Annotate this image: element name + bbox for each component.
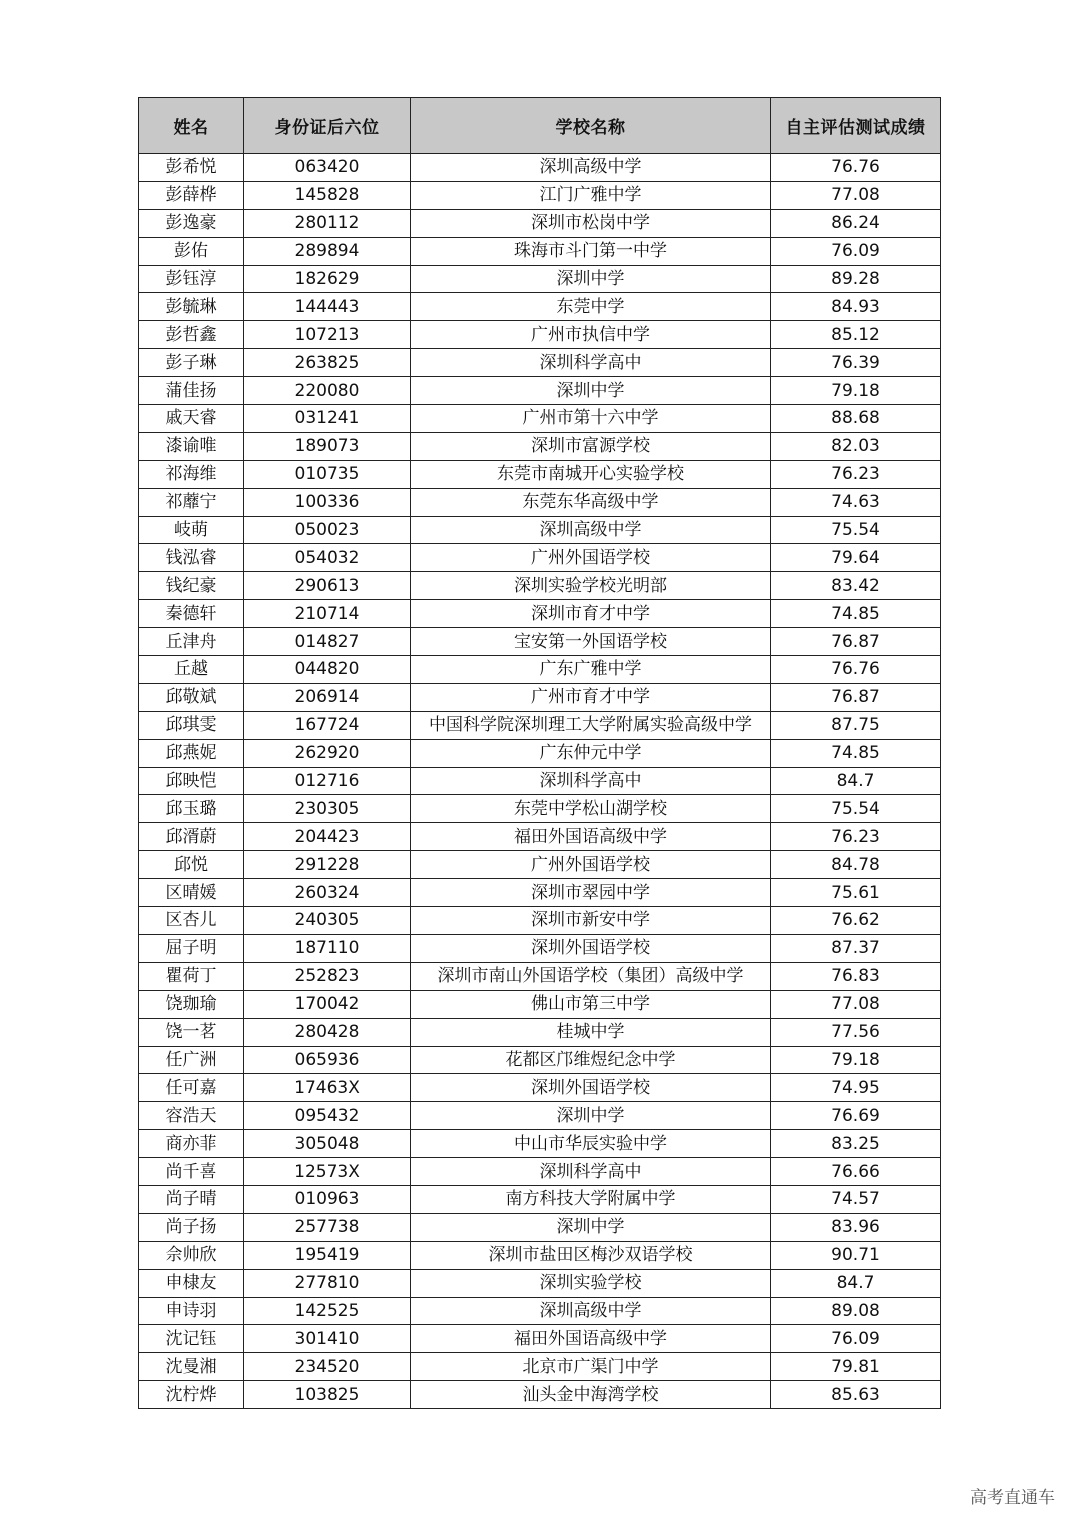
cell-score: 74.95 <box>771 1074 941 1102</box>
cell-score: 89.08 <box>771 1297 941 1325</box>
cell-name: 沈曼湘 <box>139 1353 244 1381</box>
table-row <box>139 767 941 795</box>
cell-school: 深圳市盐田区梅沙双语学校 <box>411 1241 771 1269</box>
cell-id-last-six: 252823 <box>244 962 411 990</box>
cell-school: 深圳科学高中 <box>411 349 771 377</box>
cell-school: 深圳市富源学校 <box>411 432 771 460</box>
cell-id-last-six: 044820 <box>244 656 411 684</box>
cell-school: 广州外国语学校 <box>411 544 771 572</box>
cell-school: 广东仲元中学 <box>411 739 771 767</box>
table-row <box>139 237 941 265</box>
cell-name: 钱泓睿 <box>139 544 244 572</box>
cell-name: 邱悦 <box>139 851 244 879</box>
cell-id-last-six: 167724 <box>244 711 411 739</box>
table-row <box>139 851 941 879</box>
cell-id-last-six: 145828 <box>244 181 411 209</box>
header-school: 学校名称 <box>411 98 771 154</box>
cell-name: 尚千喜 <box>139 1158 244 1186</box>
cell-score: 84.78 <box>771 851 941 879</box>
cell-id-last-six: 257738 <box>244 1213 411 1241</box>
cell-score: 77.08 <box>771 181 941 209</box>
cell-score: 84.7 <box>771 1269 941 1297</box>
table-row <box>139 879 941 907</box>
table-row <box>139 1213 941 1241</box>
cell-id-last-six: 301410 <box>244 1325 411 1353</box>
cell-id-last-six: 063420 <box>244 154 411 182</box>
cell-id-last-six: 182629 <box>244 265 411 293</box>
cell-name: 尚子晴 <box>139 1185 244 1213</box>
cell-school: 深圳科学高中 <box>411 1158 771 1186</box>
table-row <box>139 823 941 851</box>
table-row <box>139 1241 941 1269</box>
table-row <box>139 711 941 739</box>
cell-school: 北京市广渠门中学 <box>411 1353 771 1381</box>
cell-id-last-six: 195419 <box>244 1241 411 1269</box>
cell-id-last-six: 277810 <box>244 1269 411 1297</box>
cell-name: 祁蘼宁 <box>139 488 244 516</box>
cell-name: 彭佑 <box>139 237 244 265</box>
cell-score: 76.87 <box>771 683 941 711</box>
cell-school: 中国科学院深圳理工大学附属实验高级中学 <box>411 711 771 739</box>
cell-score: 79.81 <box>771 1353 941 1381</box>
cell-school: 深圳中学 <box>411 1102 771 1130</box>
cell-score: 84.93 <box>771 293 941 321</box>
cell-school: 深圳市松岗中学 <box>411 209 771 237</box>
cell-school: 福田外国语高级中学 <box>411 1325 771 1353</box>
header-id-last-six: 身份证后六位 <box>244 98 411 154</box>
cell-score: 83.42 <box>771 572 941 600</box>
table-row <box>139 739 941 767</box>
cell-score: 79.18 <box>771 377 941 405</box>
cell-name: 尚子扬 <box>139 1213 244 1241</box>
cell-id-last-six: 240305 <box>244 907 411 935</box>
cell-name: 彭希悦 <box>139 154 244 182</box>
cell-school: 东莞东华高级中学 <box>411 488 771 516</box>
cell-score: 76.66 <box>771 1158 941 1186</box>
cell-name: 瞿荷丁 <box>139 962 244 990</box>
cell-score: 86.24 <box>771 209 941 237</box>
table-row <box>139 656 941 684</box>
cell-name: 沈记钰 <box>139 1325 244 1353</box>
cell-score: 82.03 <box>771 432 941 460</box>
cell-score: 83.25 <box>771 1130 941 1158</box>
cell-name: 申诗羽 <box>139 1297 244 1325</box>
cell-name: 沈柠烨 <box>139 1381 244 1409</box>
cell-score: 75.61 <box>771 879 941 907</box>
cell-school: 深圳市育才中学 <box>411 600 771 628</box>
cell-school: 花都区邝维煜纪念中学 <box>411 1046 771 1074</box>
table-row <box>139 934 941 962</box>
cell-score: 74.85 <box>771 739 941 767</box>
cell-score: 74.57 <box>771 1185 941 1213</box>
watermark: 高考直通车 <box>970 1488 1055 1508</box>
cell-id-last-six: 100336 <box>244 488 411 516</box>
cell-school: 深圳高级中学 <box>411 516 771 544</box>
table-row <box>139 460 941 488</box>
table-row <box>139 1353 941 1381</box>
cell-score: 85.63 <box>771 1381 941 1409</box>
table-row <box>139 962 941 990</box>
cell-name: 申棣友 <box>139 1269 244 1297</box>
score-table-container <box>138 97 940 1409</box>
cell-school: 深圳市南山外国语学校（集团）高级中学 <box>411 962 771 990</box>
cell-score: 88.68 <box>771 405 941 433</box>
cell-score: 85.12 <box>771 321 941 349</box>
cell-score: 76.69 <box>771 1102 941 1130</box>
cell-school: 深圳市翠园中学 <box>411 879 771 907</box>
cell-name: 钱纪豪 <box>139 572 244 600</box>
cell-score: 76.62 <box>771 907 941 935</box>
cell-school: 深圳科学高中 <box>411 767 771 795</box>
cell-score: 76.76 <box>771 154 941 182</box>
cell-school: 深圳实验学校 <box>411 1269 771 1297</box>
cell-school: 江门广雅中学 <box>411 181 771 209</box>
table-body <box>139 154 941 1409</box>
table-row <box>139 1325 941 1353</box>
table-row <box>139 209 941 237</box>
cell-name: 饶一茗 <box>139 1018 244 1046</box>
cell-name: 邱映恺 <box>139 767 244 795</box>
table-row <box>139 683 941 711</box>
cell-school: 深圳中学 <box>411 377 771 405</box>
table-row <box>139 488 941 516</box>
table-row <box>139 907 941 935</box>
cell-school: 广州市执信中学 <box>411 321 771 349</box>
cell-school: 中山市华辰实验中学 <box>411 1130 771 1158</box>
cell-score: 76.83 <box>771 962 941 990</box>
cell-score: 90.71 <box>771 1241 941 1269</box>
cell-name: 区杏儿 <box>139 907 244 935</box>
cell-name: 彭毓琳 <box>139 293 244 321</box>
cell-id-last-six: 010963 <box>244 1185 411 1213</box>
cell-score: 76.39 <box>771 349 941 377</box>
table-row <box>139 321 941 349</box>
table-row <box>139 1269 941 1297</box>
table-header-row <box>139 98 941 154</box>
cell-id-last-six: 170042 <box>244 990 411 1018</box>
header-name: 姓名 <box>139 98 244 154</box>
table-row <box>139 154 941 182</box>
cell-id-last-six: 103825 <box>244 1381 411 1409</box>
cell-name: 彭逸豪 <box>139 209 244 237</box>
cell-school: 东莞中学松山湖学校 <box>411 795 771 823</box>
cell-id-last-six: 107213 <box>244 321 411 349</box>
cell-name: 邱湑蔚 <box>139 823 244 851</box>
table-row <box>139 600 941 628</box>
table-row <box>139 516 941 544</box>
cell-name: 丘越 <box>139 656 244 684</box>
cell-id-last-six: 230305 <box>244 795 411 823</box>
cell-name: 彭钰淳 <box>139 265 244 293</box>
table-row <box>139 1046 941 1074</box>
table-row <box>139 1102 941 1130</box>
table-row <box>139 432 941 460</box>
cell-id-last-six: 010735 <box>244 460 411 488</box>
cell-score: 76.23 <box>771 460 941 488</box>
cell-name: 丘津舟 <box>139 628 244 656</box>
table-row <box>139 293 941 321</box>
cell-school: 深圳中学 <box>411 1213 771 1241</box>
cell-id-last-six: 263825 <box>244 349 411 377</box>
table-row <box>139 1018 941 1046</box>
cell-school: 佛山市第三中学 <box>411 990 771 1018</box>
cell-name: 秦德轩 <box>139 600 244 628</box>
table-row <box>139 349 941 377</box>
cell-id-last-six: 206914 <box>244 683 411 711</box>
cell-name: 区晴媛 <box>139 879 244 907</box>
cell-name: 容浩天 <box>139 1102 244 1130</box>
cell-score: 77.56 <box>771 1018 941 1046</box>
cell-school: 珠海市斗门第一中学 <box>411 237 771 265</box>
cell-id-last-six: 260324 <box>244 879 411 907</box>
cell-school: 深圳外国语学校 <box>411 934 771 962</box>
cell-id-last-six: 289894 <box>244 237 411 265</box>
cell-name: 邱燕妮 <box>139 739 244 767</box>
cell-id-last-six: 280112 <box>244 209 411 237</box>
cell-id-last-six: 305048 <box>244 1130 411 1158</box>
table-row <box>139 405 941 433</box>
cell-name: 饶珈瑜 <box>139 990 244 1018</box>
cell-school: 汕头金中海湾学校 <box>411 1381 771 1409</box>
cell-id-last-six: 144443 <box>244 293 411 321</box>
cell-score: 89.28 <box>771 265 941 293</box>
cell-score: 76.87 <box>771 628 941 656</box>
cell-score: 76.76 <box>771 656 941 684</box>
table-row <box>139 1297 941 1325</box>
table-row <box>139 1158 941 1186</box>
cell-id-last-six: 291228 <box>244 851 411 879</box>
cell-id-last-six: 142525 <box>244 1297 411 1325</box>
cell-school: 深圳高级中学 <box>411 154 771 182</box>
cell-school: 广州外国语学校 <box>411 851 771 879</box>
cell-score: 76.09 <box>771 237 941 265</box>
cell-name: 任广洲 <box>139 1046 244 1074</box>
cell-id-last-six: 014827 <box>244 628 411 656</box>
cell-school: 深圳外国语学校 <box>411 1074 771 1102</box>
cell-score: 84.7 <box>771 767 941 795</box>
cell-name: 蒲佳扬 <box>139 377 244 405</box>
cell-name: 彭薛桦 <box>139 181 244 209</box>
cell-score: 75.54 <box>771 795 941 823</box>
cell-school: 东莞市南城开心实验学校 <box>411 460 771 488</box>
cell-score: 76.23 <box>771 823 941 851</box>
cell-score: 75.54 <box>771 516 941 544</box>
cell-name: 戚天睿 <box>139 405 244 433</box>
cell-school: 广州市育才中学 <box>411 683 771 711</box>
cell-id-last-six: 262920 <box>244 739 411 767</box>
cell-score: 76.09 <box>771 1325 941 1353</box>
cell-score: 87.75 <box>771 711 941 739</box>
cell-score: 83.96 <box>771 1213 941 1241</box>
cell-score: 87.37 <box>771 934 941 962</box>
cell-school: 福田外国语高级中学 <box>411 823 771 851</box>
cell-id-last-six: 065936 <box>244 1046 411 1074</box>
cell-name: 邱玉璐 <box>139 795 244 823</box>
cell-id-last-six: 234520 <box>244 1353 411 1381</box>
cell-school: 桂城中学 <box>411 1018 771 1046</box>
cell-name: 商亦菲 <box>139 1130 244 1158</box>
cell-name: 邱敬斌 <box>139 683 244 711</box>
cell-id-last-six: 095432 <box>244 1102 411 1130</box>
cell-id-last-six: 204423 <box>244 823 411 851</box>
cell-id-last-six: 280428 <box>244 1018 411 1046</box>
table-row <box>139 572 941 600</box>
table-row <box>139 1185 941 1213</box>
cell-school: 广州市第十六中学 <box>411 405 771 433</box>
cell-id-last-six: 050023 <box>244 516 411 544</box>
cell-id-last-six: 012716 <box>244 767 411 795</box>
table-row <box>139 181 941 209</box>
table-row <box>139 628 941 656</box>
cell-school: 东莞中学 <box>411 293 771 321</box>
cell-score: 74.85 <box>771 600 941 628</box>
cell-name: 邱琪雯 <box>139 711 244 739</box>
cell-school: 广东广雅中学 <box>411 656 771 684</box>
cell-name: 彭哲鑫 <box>139 321 244 349</box>
cell-name: 岐萌 <box>139 516 244 544</box>
cell-school: 深圳中学 <box>411 265 771 293</box>
table-row <box>139 544 941 572</box>
table-row <box>139 1130 941 1158</box>
table-row <box>139 1074 941 1102</box>
header-score: 自主评估测试成绩 <box>771 98 941 154</box>
cell-id-last-six: 17463X <box>244 1074 411 1102</box>
cell-name: 佘帅欣 <box>139 1241 244 1269</box>
cell-name: 彭子琳 <box>139 349 244 377</box>
cell-school: 深圳实验学校光明部 <box>411 572 771 600</box>
cell-school: 深圳高级中学 <box>411 1297 771 1325</box>
cell-score: 79.18 <box>771 1046 941 1074</box>
cell-id-last-six: 189073 <box>244 432 411 460</box>
cell-school: 南方科技大学附属中学 <box>411 1185 771 1213</box>
table-row <box>139 990 941 1018</box>
cell-id-last-six: 187110 <box>244 934 411 962</box>
cell-id-last-six: 210714 <box>244 600 411 628</box>
table-row <box>139 795 941 823</box>
cell-score: 79.64 <box>771 544 941 572</box>
cell-name: 任可嘉 <box>139 1074 244 1102</box>
cell-score: 74.63 <box>771 488 941 516</box>
table-row <box>139 265 941 293</box>
cell-name: 漆谕唯 <box>139 432 244 460</box>
cell-name: 祁海维 <box>139 460 244 488</box>
score-table <box>138 97 941 1409</box>
cell-id-last-six: 12573X <box>244 1158 411 1186</box>
cell-school: 深圳市新安中学 <box>411 907 771 935</box>
cell-id-last-six: 031241 <box>244 405 411 433</box>
table-row <box>139 377 941 405</box>
cell-id-last-six: 220080 <box>244 377 411 405</box>
cell-school: 宝安第一外国语学校 <box>411 628 771 656</box>
cell-id-last-six: 054032 <box>244 544 411 572</box>
cell-score: 77.08 <box>771 990 941 1018</box>
cell-name: 屈子明 <box>139 934 244 962</box>
table-row <box>139 1381 941 1409</box>
cell-id-last-six: 290613 <box>244 572 411 600</box>
